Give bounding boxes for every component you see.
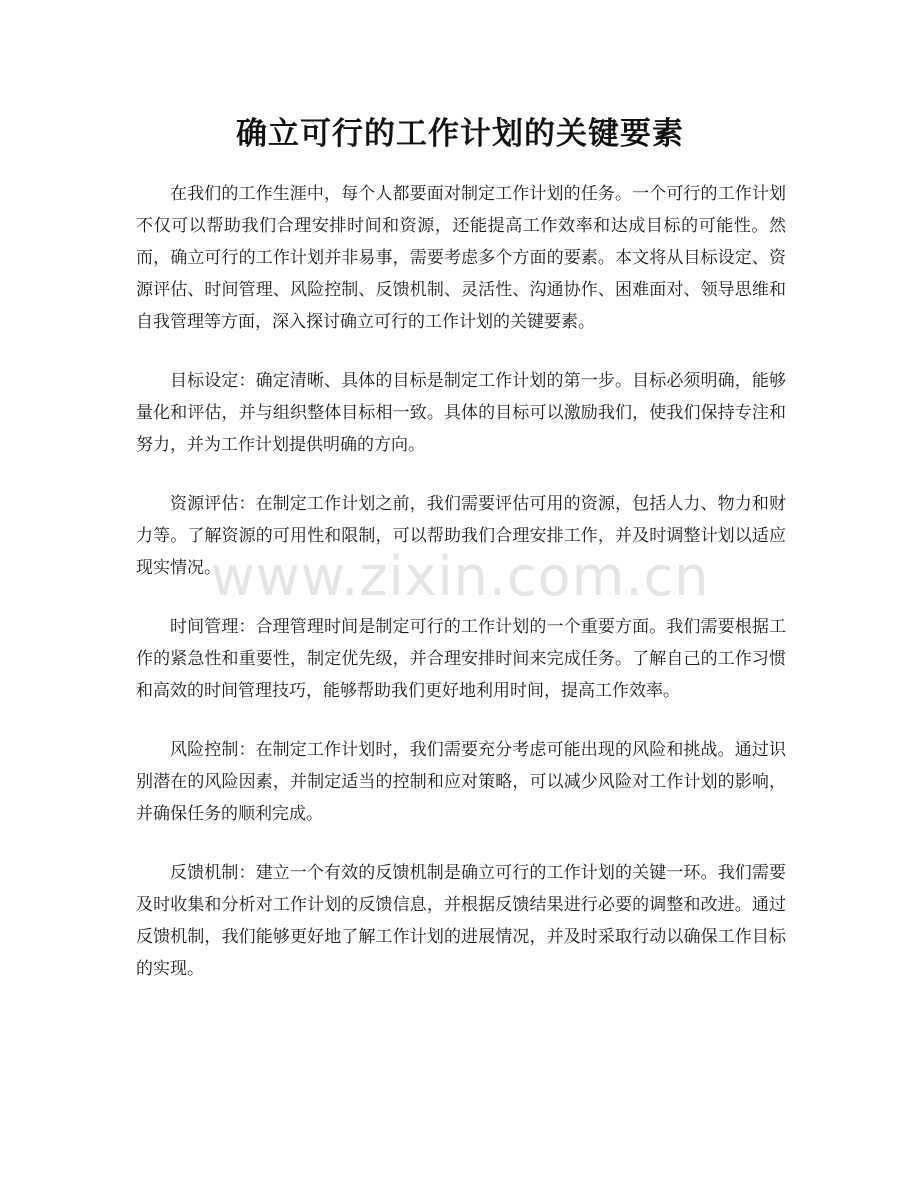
watermark: www.zixin.com.cn: [210, 545, 710, 608]
document-body: [136, 178, 786, 1012]
paragraph-resource-assessment: 资源评估：在制定工作计划之前，我们需要评估可用的资源，包括人力、物力和财力等。了解资源的可用性和限制，可以帮助我们合理安排工作，并及时调整计划以适应现实情况。: [136, 494, 786, 578]
paragraph-feedback-mechanism: 反馈机制：建立一个有效的反馈机制是确立可行的工作计划的关键一环。我们需要及时收集和分析对工作计划的反馈信息，并根据反馈结果进行必要的调整和改进。通过反馈机制，我们能够更好地了解工作计划的进展情况，并及时采取行动以确保工作目标的实现。: [136, 863, 786, 979]
paragraph-time-management: 时间管理：合理管理时间是制定可行的工作计划的一个重要方面。我们需要根据工作的紧急性和重要性，制定优先级，并合理安排时间来完成任务。了解自己的工作习惯和高效的时间管理技巧，能够帮助我们更好地利用时间，提高工作效率。: [136, 617, 786, 701]
document-title: 确立可行的工作计划的关键要素: [236, 116, 684, 152]
paragraph-intro: 在我们的工作生涯中，每个人都要面对制定工作计划的任务。一个可行的工作计划不仅可以帮助我们合理安排时间和资源，还能提高工作效率和达成目标的可能性。然而，确立可行的工作计划并非易事，需要考虑多个方面的要素。本文将从目标设定、资源评估、时间管理、风险控制、反馈机制、灵活性、沟通协作、困难面对、领导思维和自我管理等方面，深入探讨确立可行的工作计划的关键要素。: [136, 184, 786, 332]
paragraph-goal-setting: 目标设定：确定清晰、具体的目标是制定工作计划的第一步。目标必须明确，能够量化和评估，并与组织整体目标相一致。具体的目标可以激励我们，使我们保持专注和努力，并为工作计划提供明确的方向。: [136, 371, 786, 455]
paragraph-risk-control: 风险控制：在制定工作计划时，我们需要充分考虑可能出现的风险和挑战。通过识别潜在的风险因素，并制定适当的控制和应对策略，可以减少风险对工作计划的影响，并确保任务的顺利完成。: [136, 740, 786, 824]
